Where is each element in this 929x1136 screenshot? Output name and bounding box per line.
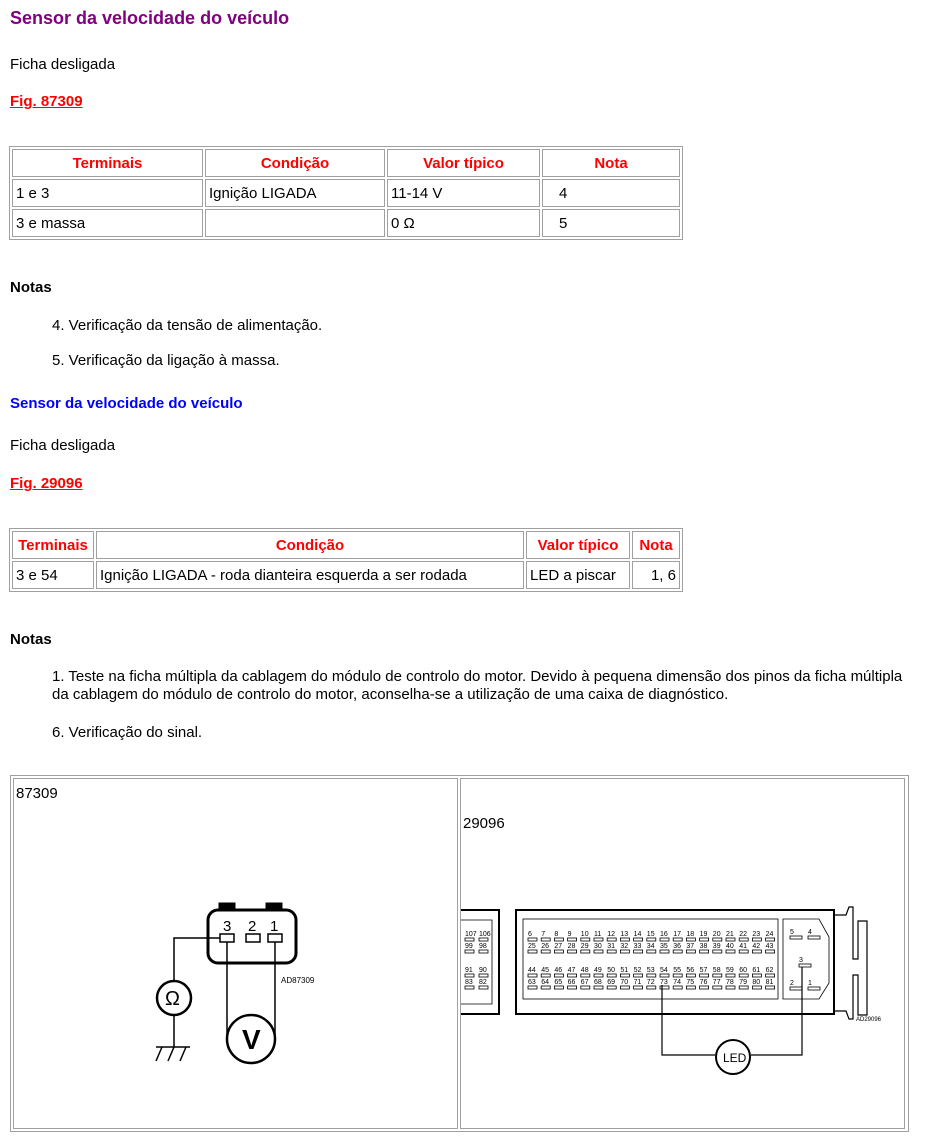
pin-number: 107 — [465, 931, 477, 938]
pin-slot — [465, 986, 474, 989]
pin-number: 66 — [567, 979, 576, 986]
pin-slot — [713, 950, 722, 953]
pin-number: 79 — [739, 979, 747, 986]
pin-number: 48 — [580, 967, 589, 974]
pin-number: 106 — [479, 931, 491, 938]
pin-slot — [752, 974, 761, 977]
pin-slot — [739, 938, 748, 941]
pin-slot — [607, 938, 616, 941]
pin-number: 2 — [790, 980, 794, 987]
pin-number: 64 — [541, 979, 549, 986]
pin-slot — [752, 938, 761, 941]
pin-number: 32 — [620, 943, 629, 950]
table-cell: 3 e massa — [12, 209, 203, 237]
pin-number: 1 — [808, 980, 812, 987]
pin-number: 7 — [541, 931, 546, 938]
connector-block-left — [461, 910, 499, 1014]
pin-2 — [246, 934, 260, 942]
pin-number: 29 — [580, 943, 589, 950]
pin-number: 98 — [479, 943, 487, 950]
pin-number: 51 — [620, 967, 629, 974]
note-item: 1. Teste na ficha múltipla da cablagem do módulo de controlo do motor. Devido à pequena dimensão dos pinos da ficha múltipla da cablagem do módulo de controlo do motor, aconselha-se a utilização de uma caixa de diagnóstico. — [52, 668, 903, 703]
pin-number: 56 — [686, 967, 695, 974]
pin-slot — [594, 950, 603, 953]
wire-pin-54 — [662, 985, 715, 1055]
pin-slot — [766, 974, 775, 977]
pin-number: 23 — [752, 931, 761, 938]
pin-slot — [620, 938, 629, 941]
pin-number: 50 — [607, 967, 615, 974]
pin-slot — [554, 986, 563, 989]
plug-status: Ficha desligada — [10, 56, 116, 73]
pin-slot — [647, 938, 656, 941]
pin-number: 83 — [465, 979, 473, 986]
pin-number: 5 — [790, 929, 794, 936]
figure-link[interactable]: Fig. 29096 — [10, 475, 83, 492]
pin-slot — [634, 950, 643, 953]
pin-slot — [700, 986, 709, 989]
connector-latch — [834, 907, 867, 1019]
pin-slot — [479, 938, 488, 941]
pin-number: 63 — [528, 979, 536, 986]
pin-slot — [581, 986, 590, 989]
pin-number: 18 — [686, 931, 695, 938]
figure-link[interactable]: Fig. 87309 — [10, 93, 83, 110]
pin-slot — [700, 938, 709, 941]
pin-slot — [808, 936, 820, 939]
table-cell: 0 Ω — [387, 209, 540, 237]
figure-label: 87309 — [16, 785, 58, 802]
pin-slot — [647, 950, 656, 953]
figure-code: AD29096 — [856, 1017, 882, 1023]
pin-slot — [673, 938, 682, 941]
pin-3 — [220, 934, 234, 942]
pin-number: 68 — [594, 979, 602, 986]
table-cell: Ignição LIGADA — [205, 179, 385, 207]
pin-slot — [568, 950, 577, 953]
pin-slot — [541, 974, 550, 977]
table-header-row — [12, 149, 680, 177]
figure-label: 29096 — [463, 815, 505, 832]
table-cell: 5 — [542, 209, 680, 237]
section-title: Sensor da velocidade do veículo — [10, 8, 290, 28]
pin-slot — [554, 974, 563, 977]
pin-slot — [660, 938, 669, 941]
pin-number: 15 — [646, 931, 655, 938]
pin-slot — [465, 974, 474, 977]
pin-slot — [673, 950, 682, 953]
ohm-symbol: Ω — [165, 988, 180, 1010]
notes-heading: Notas — [10, 279, 52, 296]
pin-slot — [660, 950, 669, 953]
pin-number: 53 — [646, 967, 655, 974]
pin-number: 90 — [479, 967, 487, 974]
pin-number: 61 — [752, 967, 761, 974]
pin-number: 39 — [712, 943, 721, 950]
pin-number: 91 — [465, 967, 473, 974]
pin-slot — [808, 987, 820, 990]
pin-slot — [594, 938, 603, 941]
pin-slot — [634, 938, 643, 941]
pin-number: 13 — [620, 931, 629, 938]
pin-slot — [647, 974, 656, 977]
pin-number: 76 — [699, 979, 708, 986]
pin-number: 46 — [554, 967, 563, 974]
connector-block-main — [516, 910, 834, 1014]
pin-slot — [766, 950, 775, 953]
table-row — [12, 561, 680, 589]
pin-number: 44 — [528, 967, 536, 974]
pin-number: 8 — [554, 931, 559, 938]
pin-label: 2 — [248, 918, 257, 935]
header-cell: Condição — [96, 531, 524, 559]
pin-slot — [634, 986, 643, 989]
pin-number: 80 — [752, 979, 761, 986]
pin-number: 49 — [594, 967, 602, 974]
pin-number: 73 — [660, 979, 668, 986]
pin-number: 33 — [633, 943, 642, 950]
note-item: 5. Verificação da ligação à massa. — [52, 352, 280, 369]
pin-number: 67 — [580, 979, 589, 986]
pin-slot — [607, 950, 616, 953]
pin-label: 1 — [270, 918, 279, 935]
pin-slot — [726, 938, 735, 941]
pin-slot — [465, 938, 474, 941]
led-label: LED — [723, 1051, 747, 1065]
spec-table — [9, 146, 683, 240]
note-item: 6. Verificação do sinal. — [52, 724, 203, 741]
pin-slot — [766, 986, 775, 989]
pin-number: 25 — [528, 943, 536, 950]
pin-number: 59 — [726, 967, 734, 974]
pin-1 — [268, 934, 282, 942]
pin-slot — [660, 986, 669, 989]
pin-number: 65 — [554, 979, 563, 986]
pin-number: 16 — [660, 931, 668, 938]
pin-number: 35 — [660, 943, 668, 950]
notes-heading: Notas — [10, 631, 52, 648]
pin-slot — [713, 938, 722, 941]
header-cell: Valor típico — [387, 149, 540, 177]
pin-number: 99 — [465, 943, 473, 950]
pin-slot — [766, 938, 775, 941]
pin-number: 34 — [646, 943, 655, 950]
plug-status: Ficha desligada — [10, 437, 116, 454]
pin-number: 12 — [607, 931, 615, 938]
figure-code: AD87309 — [281, 976, 315, 985]
pin-number: 81 — [765, 979, 774, 986]
pin-slot — [620, 986, 629, 989]
pin-number: 24 — [765, 931, 774, 938]
pin-slot — [713, 974, 722, 977]
pin-slot — [713, 986, 722, 989]
pin-slot — [739, 986, 748, 989]
pin-label: 3 — [223, 918, 232, 935]
pin-slot — [700, 974, 709, 977]
pin-slot — [673, 986, 682, 989]
pin-number: 21 — [726, 931, 734, 938]
table-cell — [205, 209, 385, 237]
pin-slot — [465, 950, 474, 953]
pin-number: 47 — [567, 967, 576, 974]
figure-cell-29096 — [460, 778, 905, 1129]
pin-number: 71 — [633, 979, 642, 986]
pin-slot — [620, 950, 629, 953]
note-item: 4. Verificação da tensão de alimentação. — [52, 317, 323, 334]
pin-number: 52 — [633, 967, 642, 974]
table-cell: 3 e 54 — [12, 561, 94, 589]
pin-slot — [528, 938, 537, 941]
ecm-connector-diagram — [461, 779, 904, 1128]
pin-slot — [686, 950, 695, 953]
section-title: Sensor da velocidade do veículo — [10, 395, 243, 412]
pin-number: 37 — [686, 943, 695, 950]
pin-number: 22 — [739, 931, 747, 938]
pin-number: 69 — [607, 979, 615, 986]
sensor-wiring-diagram — [14, 779, 457, 1128]
pin-number: 78 — [726, 979, 734, 986]
pin-number: 82 — [479, 979, 487, 986]
pin-slot — [660, 974, 669, 977]
header-cell: Valor típico — [526, 531, 630, 559]
pin-number: 10 — [580, 931, 589, 938]
pin-number: 40 — [726, 943, 734, 950]
pin-number: 75 — [686, 979, 695, 986]
pin-number: 42 — [752, 943, 761, 950]
pin-slot — [607, 986, 616, 989]
figures-table — [10, 775, 909, 1132]
header-cell: Terminais — [12, 149, 203, 177]
table-header-row — [12, 531, 680, 559]
pin-number: 45 — [541, 967, 549, 974]
pin-number: 4 — [808, 929, 812, 936]
pin-slot — [752, 950, 761, 953]
wire-ohmmeter — [174, 938, 220, 981]
figure-cell-87309 — [13, 778, 458, 1129]
pin-slot — [739, 974, 748, 977]
pin-slot — [620, 974, 629, 977]
table-cell: Ignição LIGADA - roda dianteira esquerda a ser rodada — [96, 561, 524, 589]
pin-number: 6 — [528, 931, 532, 938]
pin-slot — [568, 974, 577, 977]
pin-slot — [607, 974, 616, 977]
pin-number: 60 — [739, 967, 747, 974]
pin-slot — [479, 950, 488, 953]
pin-number: 17 — [673, 931, 681, 938]
pin-slot — [541, 938, 550, 941]
pin-number: 74 — [673, 979, 681, 986]
pin-number: 55 — [673, 967, 681, 974]
pin-slot — [528, 974, 537, 977]
pin-slot — [541, 950, 550, 953]
pin-number: 20 — [712, 931, 721, 938]
pin-slot — [799, 964, 811, 967]
table-row — [12, 209, 680, 237]
pin-slot — [541, 986, 550, 989]
table-row — [12, 179, 680, 207]
pin-number: 62 — [765, 967, 774, 974]
pin-slot — [554, 950, 563, 953]
volt-symbol: V — [242, 1024, 261, 1055]
pin-slot — [568, 938, 577, 941]
pin-number: 11 — [594, 931, 602, 938]
pin-slot — [726, 974, 735, 977]
header-cell: Terminais — [12, 531, 94, 559]
pin-number: 43 — [765, 943, 774, 950]
pin-slot — [581, 950, 590, 953]
table-cell: 4 — [542, 179, 680, 207]
header-cell: Condição — [205, 149, 385, 177]
pin-number: 31 — [607, 943, 615, 950]
pin-slot — [634, 974, 643, 977]
pin-slot — [479, 974, 488, 977]
pin-number: 57 — [699, 967, 708, 974]
pin-number: 30 — [594, 943, 602, 950]
pin-slot — [568, 986, 577, 989]
pin-slot — [700, 950, 709, 953]
pin-number: 41 — [739, 943, 747, 950]
pin-slot — [790, 987, 802, 990]
pin-number: 72 — [646, 979, 655, 986]
pin-number: 28 — [567, 943, 576, 950]
pin-number: 70 — [620, 979, 629, 986]
pin-number: 58 — [712, 967, 721, 974]
pin-slot — [726, 986, 735, 989]
spec-table — [9, 528, 683, 592]
table-cell: LED a piscar — [526, 561, 630, 589]
pin-slot — [686, 986, 695, 989]
pin-slot — [647, 986, 656, 989]
pin-slot — [594, 974, 603, 977]
pin-number: 3 — [799, 957, 803, 964]
pin-slot — [726, 950, 735, 953]
pin-number: 38 — [699, 943, 708, 950]
pin-number: 27 — [554, 943, 563, 950]
pin-number: 77 — [712, 979, 721, 986]
pin-number: 19 — [699, 931, 708, 938]
pin-slot — [581, 938, 590, 941]
pin-number: 14 — [633, 931, 642, 938]
pin-slot — [554, 938, 563, 941]
pin-slot — [686, 938, 695, 941]
table-cell: 1 e 3 — [12, 179, 203, 207]
pin-slot — [752, 986, 761, 989]
pin-number: 9 — [567, 931, 572, 938]
table-cell: 1, 6 — [632, 561, 680, 589]
pin-number: 26 — [541, 943, 549, 950]
pin-slot — [739, 950, 748, 953]
pin-slot — [790, 936, 802, 939]
pin-slot — [479, 986, 488, 989]
pin-slot — [594, 986, 603, 989]
header-cell: Nota — [542, 149, 680, 177]
header-cell: Nota — [632, 531, 680, 559]
pin-slot — [528, 950, 537, 953]
table-cell: 11-14 V — [387, 179, 540, 207]
pin-number: 36 — [673, 943, 681, 950]
pin-number: 54 — [660, 967, 668, 974]
pin-slot — [581, 974, 590, 977]
pin-slot — [673, 974, 682, 977]
pin-slot — [686, 974, 695, 977]
pin-slot — [528, 986, 537, 989]
